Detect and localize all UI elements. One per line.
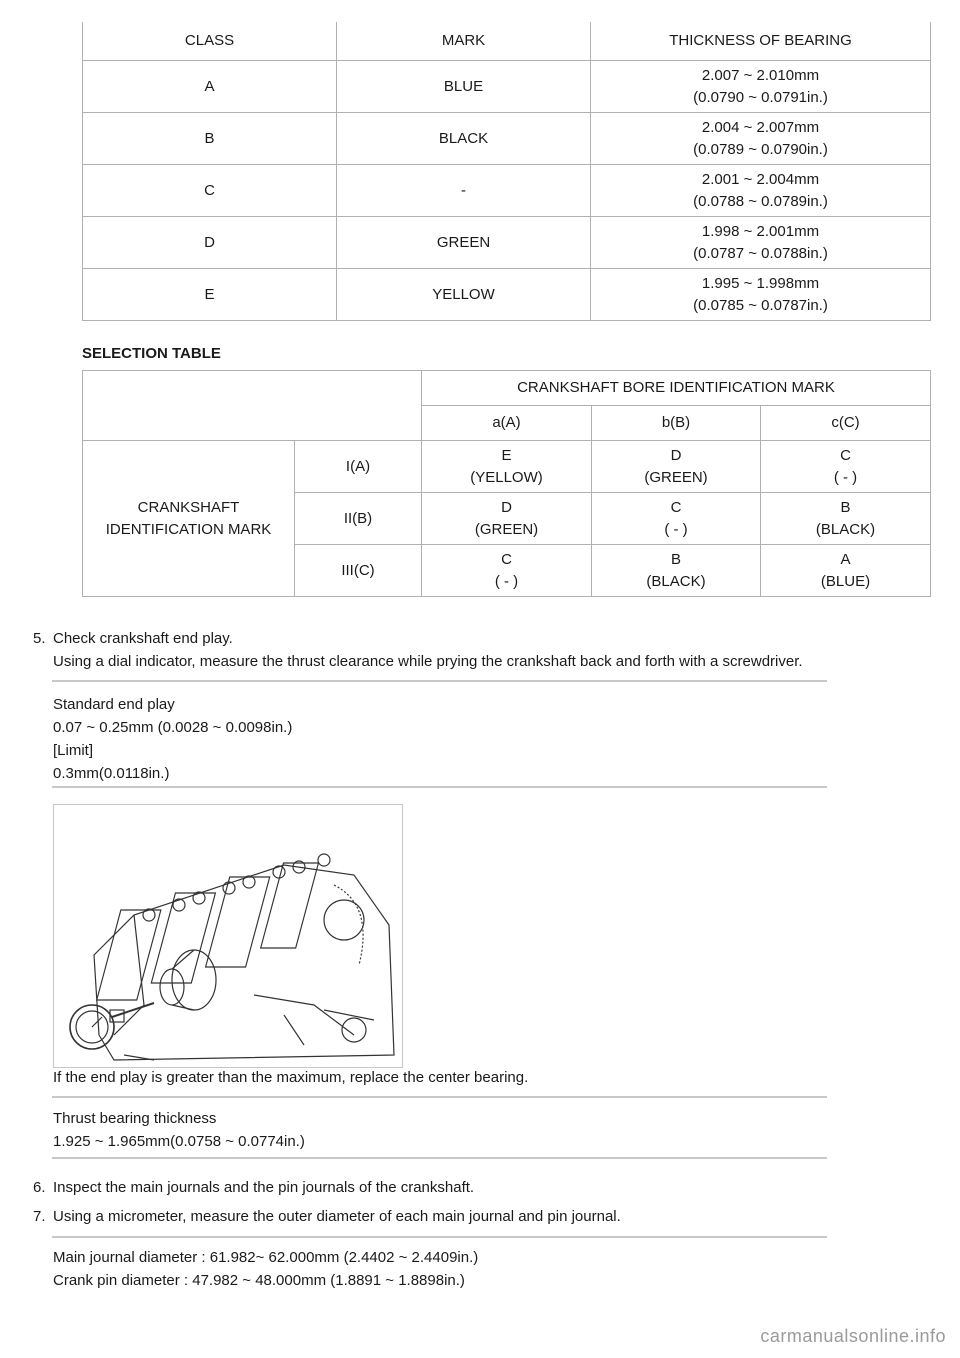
thickness-mm: 1.998 ~ 2.001mm [701, 222, 820, 240]
table-row [83, 217, 931, 269]
table-cell: D (GREEN) [422, 493, 592, 545]
row-id: I(A) [295, 441, 422, 493]
class-cell: E [83, 269, 337, 321]
header-class: CLASS [83, 22, 337, 61]
table-row [83, 165, 931, 217]
table-cell: E (YELLOW) [422, 441, 592, 493]
step-6 [33, 1177, 474, 1199]
table-row [83, 441, 931, 493]
mark-cell: GREEN [337, 217, 591, 269]
table-row [83, 61, 931, 113]
engine-block-drawing [54, 805, 402, 1067]
thickness-mm: 2.001 ~ 2.004mm [701, 170, 820, 188]
table-cell: B (BLACK) [761, 493, 931, 545]
step-5-description: Using a dial indicator, measure the thrust clearance while prying the crankshaft back and forth with a screwdriver. [53, 653, 803, 670]
thickness-cell [591, 269, 931, 321]
bore-header: CRANKSHAFT BORE IDENTIFICATION MARK [422, 371, 931, 406]
step-number: 7. [33, 1208, 46, 1225]
table-cell: A (BLUE) [761, 545, 931, 597]
mark-cell: BLUE [337, 61, 591, 113]
table-cell: C ( - ) [422, 545, 592, 597]
class-cell: A [83, 61, 337, 113]
empty-corner-cell [83, 371, 422, 441]
thickness-mm: 2.004 ~ 2.007mm [701, 118, 820, 136]
spec-journal-diameter: Main journal diameter : 61.982~ 62.000mm (2.4402 ~ 2.4409in.) Crank pin diameter : 47.982 ~ 48.000mm (1.8891 ~ 1.8898in.) [53, 1249, 479, 1289]
selection-table-title: SELECTION TABLE [82, 345, 221, 362]
thickness-in: (0.0785 ~ 0.0787in.) [693, 296, 828, 314]
watermark: carmanualsonline.info [760, 1326, 946, 1346]
mark-cell: - [337, 165, 591, 217]
mark-cell: BLACK [337, 113, 591, 165]
step-7 [33, 1206, 621, 1228]
thickness-mm: 1.995 ~ 1.998mm [701, 274, 820, 292]
spec-end-play: Standard end play 0.07 ~ 0.25mm (0.0028 ~ 0.0098in.) [Limit] 0.3mm(0.0118in.) [53, 696, 293, 782]
divider [52, 1157, 827, 1159]
divider [52, 1096, 827, 1098]
spec-thrust-bearing: Thrust bearing thickness 1.925 ~ 1.965mm(0.0758 ~ 0.0774in.) [53, 1110, 305, 1150]
step-text: Using a micrometer, measure the outer diameter of each main journal and pin journal. [53, 1208, 621, 1225]
selection-table [82, 370, 931, 597]
step-number: 5. [33, 630, 46, 647]
bore-col-b: b(B) [592, 406, 761, 441]
row-id: III(C) [295, 545, 422, 597]
end-play-illustration [53, 804, 403, 1068]
thickness-in: (0.0790 ~ 0.0791in.) [693, 88, 828, 106]
divider [52, 786, 827, 788]
class-cell: C [83, 165, 337, 217]
bore-col-c: c(C) [761, 406, 931, 441]
thickness-in: (0.0788 ~ 0.0789in.) [693, 192, 828, 210]
table-header-row [83, 371, 931, 406]
label-line: IDENTIFICATION MARK [105, 520, 272, 538]
thickness-in: (0.0789 ~ 0.0790in.) [693, 140, 828, 158]
bore-col-a: a(A) [422, 406, 592, 441]
thickness-in: (0.0787 ~ 0.0788in.) [693, 244, 828, 262]
mark-cell: YELLOW [337, 269, 591, 321]
thickness-mm: 2.007 ~ 2.010mm [701, 66, 820, 84]
divider [52, 1236, 827, 1238]
row-id: II(B) [295, 493, 422, 545]
class-cell: B [83, 113, 337, 165]
table-row [83, 113, 931, 165]
table-row [83, 269, 931, 321]
header-mark: MARK [337, 22, 591, 61]
table-cell: C ( - ) [761, 441, 931, 493]
thickness-cell [591, 113, 931, 165]
crankshaft-id-label [83, 441, 295, 597]
table-cell: D (GREEN) [592, 441, 761, 493]
end-play-note: If the end play is greater than the maximum, replace the center bearing. [53, 1069, 529, 1086]
step-number: 6. [33, 1179, 46, 1196]
class-cell: D [83, 217, 337, 269]
label-line: CRANKSHAFT [137, 498, 240, 516]
thickness-cell [591, 217, 931, 269]
step-text: Inspect the main journals and the pin journals of the crankshaft. [53, 1179, 475, 1196]
table-header-row [83, 22, 931, 61]
table-cell: B (BLACK) [592, 545, 761, 597]
step-5 [33, 628, 233, 650]
table-cell: C ( - ) [592, 493, 761, 545]
divider [52, 680, 827, 682]
bearing-thickness-table [82, 22, 931, 321]
header-thickness: THICKNESS OF BEARING [591, 22, 931, 61]
step-title: Check crankshaft end play. [53, 630, 233, 647]
thickness-cell [591, 165, 931, 217]
thickness-cell [591, 61, 931, 113]
